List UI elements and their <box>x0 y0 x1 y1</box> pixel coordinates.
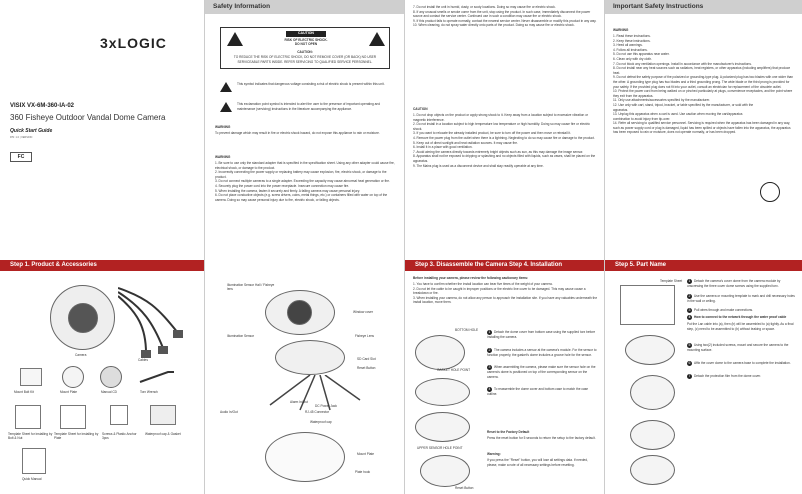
warning2-item: 1. Be sure to use only the standard adapter that is specified in the specification sheet. Using any other adapter could cause fire, electrical shock, or damage to the product. <box>215 161 395 170</box>
screws-image <box>110 405 128 425</box>
step1-header: Step 1. Product & Accessories <box>0 260 205 271</box>
warning2-list <box>215 161 397 202</box>
symbol2-text: This exclamation point symbol is intended to alert the user to the presence of important operating and maintenance (servicing) instructions in the literature accompanying the appliance. <box>237 102 380 111</box>
step5-header: Step 5. Part Name <box>605 260 802 271</box>
step-list <box>487 330 599 405</box>
brand-logo: 3xLOGIC <box>100 35 167 51</box>
caution-title: CAUTION <box>413 107 428 111</box>
reset-label: Reset Button <box>357 366 376 370</box>
waterproof-cap-diagram-label: Waterproof cap <box>310 420 332 424</box>
mount-plate-label: Mount Plate <box>60 390 78 394</box>
step-item: 2 The camera includes a sensor at the camera's module. For the sensor to function properly, the gasket's dome includes a groove hole for the sensor. <box>487 347 597 357</box>
alarm-label: Alarm In/Out <box>290 400 308 404</box>
fisheye-lens-diagram <box>287 300 312 325</box>
quick-manual-image <box>22 448 46 474</box>
warning-title: WARNING <box>613 28 629 32</box>
screws-label: Screws & Plastic Anchor 3pcs <box>102 432 137 440</box>
caution-item: 1. Do not drop objects on the product or apply strong shock to it. Keep away from a location subject to excessive vibration or magnetic interference. <box>413 113 589 122</box>
cable-connect-diagram <box>630 375 675 410</box>
step3-4-header: Step 3. Disassemble the Camera Step 4. Installation <box>405 260 605 271</box>
waterproof-cap-image <box>150 405 176 425</box>
safety-item: 9. If this product fails to operate normally, contact the nearest service center. Never disassemble or modify this product in any way. <box>413 18 597 23</box>
step-item: 1 Detach the dome cover from bottom case using the supplied torx before installing the camera. <box>487 330 596 339</box>
exclamation-symbol-icon <box>220 102 232 112</box>
template-bolt-label: Template Sheet for installing by Bolt & Nut <box>8 432 53 440</box>
mount-bolt-image <box>20 368 42 386</box>
sd-card-label: SD Card Slot <box>357 357 376 361</box>
panel-cover <box>0 0 205 494</box>
dome-step-diagram <box>415 335 465 370</box>
audio-label: Audio In/Out <box>220 410 238 414</box>
symbol1-text: This symbol indicates that dangerous voltage consisting a risk of electric shock is present within this unit. <box>237 82 385 86</box>
dc-power-label: DC Power Jack <box>315 404 337 408</box>
caution-line1: RISK OF ELECTRIC SHOCK. <box>284 38 328 42</box>
safety-instruction: 12. Use only with cart, stand, tripod, bracket, or table specified by the manufacturer, or sold with the apparatus. <box>613 102 754 112</box>
safety-instruction: 8. Do not install near any heat sources such as radiators, heat registers, or other apparatus (including amplifiers) that produce heat. <box>613 66 791 75</box>
safety-instruction: 10. Protect the power cord from being walked on or pinched particularly at plugs, convenience receptacles, and the point where they exit from the apparatus. <box>613 89 793 98</box>
caution-item: 7. Avoid aiming the camera directly towards extremely bright objects such as sun, as this may damage the image sensor. <box>413 149 584 154</box>
part-step: 2 Use the camera or mounting template to mark and drill necessary holes in the wall or ceiling. <box>687 293 795 303</box>
part-step: 7 Detach the protection film from the dome cover. <box>688 373 761 378</box>
mount-plate-image <box>62 366 84 388</box>
rj45-label: RJ-45 Connector <box>305 410 330 414</box>
cart-warning-icon <box>760 182 780 202</box>
safety-instruction: 1. Read these instructions. <box>613 34 651 38</box>
safety-info-header: Safety Information <box>205 0 404 14</box>
lightning-symbol-icon <box>220 82 232 92</box>
install-list <box>413 282 598 305</box>
warning2-item: 2. Incorrectly connecting the power supply or replacing battery may cause explosion, fire, electric shock, or damage to the product. <box>215 170 387 179</box>
step-item: 4 To reassemble the dome cover and bottom case to match the case outline. <box>487 387 589 397</box>
safety-instruction: 2. Keep these instructions. <box>613 38 651 43</box>
product-title: 360 Fisheye Outdoor Vandal Dome Camera <box>10 113 166 122</box>
safety-instruction: 5. Do not use this apparatus near water. <box>613 52 670 57</box>
waterproof-cap-label: Waterproof cap & Gasket <box>145 432 181 436</box>
reset-body: Press the reset button for 5 seconds to return the setup to the factory default. <box>487 436 596 440</box>
caution-box <box>220 27 390 69</box>
gasket-hole-label: GASKET HOLE POINT <box>437 368 471 372</box>
part-step: 6 Affix the cover dome to the camera base to complete the installation. <box>688 360 791 365</box>
cover-affix-diagram <box>630 455 675 485</box>
safety-instruction: 11. Only use attachments/accessories specified by the manufacturer. <box>613 98 711 103</box>
torx-wrench-image <box>138 368 178 386</box>
reset-diagram <box>420 455 470 487</box>
qsg-title: Quick Start Guide <box>10 128 53 134</box>
caution-item: 5. Keep out of direct sunlight and heat radiation sources. It may cause fire. <box>413 140 518 145</box>
waterproof-note: Put the Lan cable into (a), then (b) will be assembled to (a) tightly. As a final step, (c) need to be assembled to (b) without leaking or space. <box>687 322 794 331</box>
safety-instruction: 9. Do not defeat the safety purpose of the polarized or grounding-type plug. A polarized plug has two blades with one wider than the other. A grounding type plug has two blades and a third grounding prong. The wide blade or the third prong is provided for your safety. If the provided plug does not fit into your outlet, consult an electrician for replacement of the obsolete outlet. <box>613 75 794 89</box>
caution-item: 2. Do not install in a location subject to high temperature low temperature or high humidity. Doing so may cause fire or electric shock. <box>413 122 590 131</box>
fisheye-lens-image <box>68 303 98 333</box>
safety-item: 10. When cleaning, do not spray water directly onto parts of the product. Doing so may cause fire or electric shock. <box>413 23 575 28</box>
quick-manual-label: Quick Manual <box>22 477 42 481</box>
safety-instruction: 7. Do not block any ventilation openings. Install in accordance with the manufacturer's instructions. <box>613 61 752 66</box>
illumination-sensor-label: Illumination Sensor <box>227 334 255 338</box>
camera-module-diagram <box>275 340 345 375</box>
caution-item: 6. Install it in a place with good ventilation. <box>413 145 473 150</box>
warning2-item: 5. When installing the camera, fasten it securely and firmly. A falling camera may cause personal injury. <box>215 188 360 193</box>
template-sheet-label: Template Sheet <box>660 279 683 283</box>
caution-label: CAUTION: <box>297 50 313 54</box>
safety-instruction: 6. Clean only with dry cloth. <box>613 56 652 61</box>
install-item: 2. Do not let the cable to be caught in improper positions or the electric line cover to be damaged. This may cause cause a breakdown or fire. <box>413 286 586 296</box>
safety-instruction: 14. Refer all servicing to qualified service personnel. Servicing is required when the apparatus has been damaged in any way, such as power supply cord or plug is damaged, liquid has been spilled or objects have fallen into the apparatus, the apparatus has been exposed to rain or moisture, does not operate normally, or has been dropped. <box>613 121 791 135</box>
panel-important-safety <box>605 0 802 494</box>
upper-sensor-diagram <box>415 412 470 442</box>
window-cover-label: Window cover <box>353 310 374 314</box>
caution-line2: DO NOT OPEN <box>294 42 318 46</box>
template-bolt-image <box>15 405 41 429</box>
caution-bar: CAUTION <box>286 31 326 37</box>
template-sheet-diagram <box>620 285 675 325</box>
warning1-title: WARNING <box>215 125 231 129</box>
caution-item: 4. Remove the power plug from the outlet when there is a lightning. Neglecting to do so may cause fire or damage to the product. <box>413 135 595 140</box>
bottom-hole-label: BOTTOM HOLE <box>455 328 479 332</box>
warning1-body: To prevent damage which may result in fire or electric shock hazard, do not expose this appliance to rain or moisture. <box>215 131 380 135</box>
manual-cd-image <box>100 366 122 388</box>
caution-list <box>413 113 598 168</box>
install-item: 1. You have to confirm whether the install location can bear five times of the weight of your camera. <box>413 282 553 286</box>
mount-bolt-label: Mount Bolt Kit <box>14 390 34 394</box>
safety-instruction: 13. Unplug this apparatus when a cart is used. Use caution when moving the cart/apparatus combination to avoid injury from tip-over. <box>613 112 743 121</box>
model-number: VISIX VX-6M-360-IA-02 <box>10 103 75 109</box>
template-plate-label: Template Sheet for installing by Plate <box>54 432 99 440</box>
exclamation-triangle-icon <box>369 32 385 46</box>
install-intro: Before installing your camera, please review the following cautionary items: <box>413 276 529 280</box>
ceiling-mount-diagram <box>625 335 675 365</box>
qsg-meta: P/N: 1.0 | VERSION <box>10 136 33 139</box>
warning2-title: WARNING <box>215 155 231 159</box>
warning2-item: 3. Do not connect multiple cameras to a single adapter. Exceeding the capacity may cause abnormal heat generation or fire. <box>215 179 390 184</box>
reset-title: Reset to the Factory Default <box>487 430 530 434</box>
panel-safety-information <box>205 0 405 494</box>
lightning-triangle-icon <box>227 32 243 46</box>
step-item: 3 When assembling the camera, please make sure the sensor hole on the camera's dome is positioned on top of the corresponding sensor on the camera. <box>487 365 596 379</box>
cables-label: Cables <box>138 358 148 362</box>
mount-plate-diagram-label: Mount Plate <box>357 452 375 456</box>
part-step: 5 Using two(2) included screws, mount and secure the camera to the mounting surface. <box>687 343 789 353</box>
reset-warning-body: If you press the "Reset" button, you will lose all settings data. If needed, please, make a note of all necessary settings before resetting. <box>487 458 588 467</box>
illumination-top-label: Illumination Sensor Hall / Fisheye lens <box>227 283 275 291</box>
torx-wrench-label: Torx Wrench <box>140 390 158 394</box>
safety-instruction: 3. Heed all warnings. <box>613 43 643 48</box>
safety-item: 8. If any unusual smells or smoke come from the unit, stop using the product. In such case, immediately disconnect the power source and contact the service center. Continued use in such a condition may cause fire or electric shock. <box>413 9 591 19</box>
manual-cd-label: Manual CD <box>101 390 117 394</box>
important-safety-list <box>613 34 795 135</box>
caution-item: 8. Apparatus shall not be exposed to dripping or splashing and no objects filled with liquids, such as vases, shall be placed on the apparatus. <box>413 154 596 163</box>
part-step: 4 How to connect to the network through the water proof cable <box>688 315 787 320</box>
warning2-item: 4. Securely plug the power cord into the power receptacle. Insecure connection may cause fire. <box>215 183 350 188</box>
caution-body: TO REDUCE THE RISK OF ELECTRIC SHOCK, DO NOT REMOVE COVER (OR BACK) NO USER SERVICEABLE PARTS INSIDE. REFER SERVICING TO QUALIFIED SERVICE PERSONNEL. <box>233 55 377 64</box>
warning2-item: 6. Do not place conductive objects (e.g. screw drivers, coins, metal things, etc.) or containers filled with water on top of the camera. Doing so may cause personal injury due to fire, electric shock, or falling objects. <box>215 193 388 202</box>
template-plate-image <box>60 405 86 429</box>
caution-item: 9. The Mains plug is used as a disconnect device and shall stay readily operable at any time. <box>413 163 544 168</box>
important-safety-header: Important Safety Instructions <box>605 0 802 14</box>
part-steps-list <box>687 279 797 379</box>
screw-mount-diagram <box>630 420 675 450</box>
fisheye-lens-label: Fisheye Lens <box>355 334 374 338</box>
safety-items-list <box>413 5 598 28</box>
mount-plate-diagram <box>265 432 345 482</box>
part-step: 1 Detach the camera's cover dome from the camera module by unscrewing the three cover dome screws using the supplied torx. <box>687 279 781 288</box>
reset-button-label: Reset Button <box>455 486 474 490</box>
install-item: 3. When installing your camera, do not allow any person to approach the installation site. If you have any valuables underneath the install location, move them. <box>413 295 598 305</box>
gasket-diagram <box>415 378 470 406</box>
camera-label: Camera <box>75 353 87 357</box>
reset-warning-title: Warning: <box>487 452 501 456</box>
part-step: 3 Pull wires through and make connections. <box>688 308 754 313</box>
fcc-logo: FC <box>10 152 32 162</box>
cables-image <box>118 278 198 358</box>
caution-item: 3. If you want to relocate the already installed product, be sure to turn off the power and then move or reinstall it. <box>413 131 571 136</box>
safety-item: 7. Do not install the unit in humid, dusty, or sooty locations. Doing so may cause fire or electric shock. <box>413 5 556 9</box>
plate-hook-label: Plate hook <box>355 470 371 474</box>
upper-sensor-label: UPPER SENSOR HOLE POINT <box>417 446 463 450</box>
panel-safety-continued <box>405 0 605 494</box>
safety-instruction: 4. Follow all instructions. <box>613 47 648 52</box>
